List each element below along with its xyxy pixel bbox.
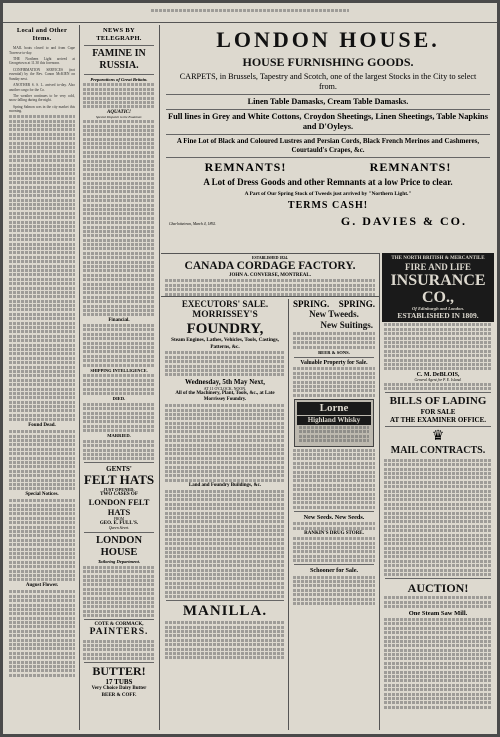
- auction-headline: AUCTION!: [407, 581, 469, 596]
- cashmere-line: A Fine Lot of Black and Coloured Lustres and Persian Cords, Black French Merinos and Cashmeres, Courtauld's Crapes, &c.: [176, 137, 480, 154]
- schooner-for-sale: Schooner for Sale.: [309, 567, 359, 575]
- insurance-column: [382, 253, 494, 731]
- beer-coff: BEER & COFF.: [101, 693, 137, 699]
- linen-line: Linen Table Damasks, Cream Table Damasks.: [247, 97, 409, 106]
- spring-row: [291, 299, 377, 309]
- dairy-butter: Very Choice Dairy Butter: [91, 686, 147, 692]
- local-item: The weather continues to be very cold, snow falling during the night.: [9, 93, 75, 103]
- examiner-office: AT THE EXAMINER OFFICE.: [389, 416, 487, 425]
- ad-date: Charlottetown, March 4, 1892.: [169, 222, 217, 226]
- body-text-block: [81, 403, 157, 432]
- financial-heading: Financial.: [108, 317, 130, 323]
- married-heading: MARRIED.: [107, 433, 131, 439]
- divider: [84, 532, 154, 533]
- mail-contracts: MAIL CONTRACTS.: [390, 445, 486, 457]
- rankins-drug-store: RANKIN'S DRUG STORE.: [304, 530, 364, 536]
- bills-for-sale: FOR SALE: [420, 408, 456, 417]
- aquatic-subhead: AQUATIC!: [107, 109, 131, 115]
- cordage-established: ESTABLISHED 1824.: [251, 256, 288, 260]
- insurance-agent: C. M. DeBLOIS,: [416, 371, 460, 378]
- full-lines: Full lines in Grey and White Cottons, Croydon Sheetings, Linen Sheetings, Table Napkins and D'Oyleys.: [168, 112, 488, 131]
- cote-cormack: COTE & CORMACK,: [94, 622, 144, 628]
- executors-sale-title: EXECUTORS' SALE.: [181, 299, 269, 309]
- column-rule: [79, 25, 80, 730]
- masthead-strip: [3, 3, 497, 23]
- divider: [294, 357, 374, 358]
- divider: [385, 392, 491, 393]
- divider: [84, 462, 154, 463]
- divider: [84, 74, 154, 75]
- cordage-owner: JOHN A. CONVERSE, MONTREAL.: [229, 273, 311, 278]
- famine-headline: FAMINE IN RUSSIA.: [92, 48, 146, 71]
- local-item: CONFIRMATION SERVICES (not essential) by the Rev. Canon McKIEN on Sunday next.: [9, 67, 75, 81]
- spring-label: SPRING.: [338, 299, 375, 309]
- local-items-header: Local and Other Items.: [16, 27, 68, 42]
- special-notices-heading: Special Notices.: [25, 492, 59, 498]
- divider: [166, 157, 490, 158]
- telegraph-header: NEWS BY TELEGRAPH.: [96, 27, 142, 42]
- bills-of-lading: BILLS OF LADING: [389, 395, 487, 408]
- local-item: ANOTHER S. S. L. arrived to-day. Also another cargo for the Co.: [9, 82, 75, 92]
- morrissey-name: MORRISSEY'S: [192, 310, 258, 320]
- remnants-row: [163, 160, 493, 175]
- body-text-block: [291, 576, 377, 605]
- died-heading: DIED.: [112, 396, 126, 402]
- body-text-block: [81, 120, 157, 316]
- insurance-established: ESTABLISHED IN 1809.: [397, 311, 479, 320]
- body-text-block: [163, 351, 287, 376]
- dress-goods-line: A Lot of Dress Goods and other Remnants at a low Price to clear.: [203, 177, 453, 187]
- sale-date: Wednesday, 5th May Next,: [185, 377, 265, 386]
- august-flower-heading: August Flower.: [25, 583, 59, 589]
- column-rule: [288, 299, 289, 730]
- from-label: FROM: [113, 517, 125, 522]
- firm-name: G. DAVIES & CO.: [340, 214, 467, 228]
- body-text-block: [297, 426, 371, 442]
- geo-full-name: GEO. E. FULL'S.: [99, 521, 139, 527]
- london-house-title: LONDON HOUSE.: [216, 27, 440, 52]
- spring-column: [291, 299, 377, 731]
- divider: [84, 45, 154, 46]
- remnants-left: REMNANTS!: [204, 160, 287, 174]
- insurance-fire: FIRE AND LIFE: [404, 262, 471, 272]
- newspaper-page: [3, 3, 497, 734]
- body-text-block: [7, 499, 77, 581]
- valuable-property: Valuable Property for Sale.: [300, 359, 368, 366]
- new-suitings: New Suitings.: [320, 320, 373, 330]
- body-text-block: [382, 459, 494, 576]
- divider: [84, 662, 154, 663]
- divider: [166, 134, 490, 135]
- body-text-block: [7, 590, 77, 676]
- divider: [294, 511, 374, 512]
- london-felt-hats: LONDON FELT HATS: [88, 497, 150, 518]
- local-item: MAIL boats closed to and from Cape Traverse to-day.: [9, 46, 75, 55]
- body-text-block: [81, 566, 157, 617]
- body-text-block: [382, 323, 494, 370]
- lorne-whisky-ad: [294, 399, 374, 447]
- divider: [84, 619, 154, 620]
- body-text-block: [163, 490, 287, 598]
- body-text-block: [291, 367, 377, 396]
- just-opened: JUST OPENED.: [103, 487, 135, 493]
- foundry-items: Steam Engines, Lathes, Vehicles, Tools, Castings, Patterns, &c.: [171, 337, 279, 350]
- horizontal-rule: [161, 296, 379, 297]
- felt-hats-headline: FELT HATS: [83, 472, 155, 488]
- body-text-block: [382, 383, 494, 390]
- body-text-block: [291, 522, 377, 529]
- spring-label: SPRING.: [293, 299, 330, 309]
- two-cases: TWO CASES OF: [100, 492, 138, 498]
- divider: [166, 94, 490, 95]
- insurance-company: INSURANCE CO.,: [390, 272, 486, 306]
- divider: [166, 600, 284, 601]
- painters-headline: PAINTERS.: [89, 627, 149, 638]
- gents-label: GENTS': [106, 465, 132, 474]
- carpets-line: CARPETS, in Brussels, Tapestry and Scotch, one of the largest Stocks in the City to select from.: [179, 72, 477, 91]
- column-telegraph: [81, 25, 157, 730]
- body-text-block: [81, 640, 157, 661]
- body-text-block: [382, 596, 494, 608]
- beer-sons: BEER & SONS.: [318, 349, 350, 355]
- manilla-headline: MANILLA.: [182, 602, 268, 619]
- insurance-top: THE NORTH BRITISH & MERCANTILE: [391, 256, 485, 261]
- spring-stock-line: A Part of Our Spring Stock of Tweeds just arrived by "Northern Light.": [244, 191, 412, 197]
- body-text-block: [291, 332, 377, 348]
- dispatch-caption: Special Dispatch to the Examiner.: [95, 114, 143, 119]
- tubs-count: 17 TUBS: [105, 678, 133, 687]
- body-text-block: [7, 115, 77, 421]
- land-foundry: Land and Foundry Buildings, &c.: [188, 483, 262, 489]
- london-house-ad: [163, 25, 493, 253]
- body-text-block: [291, 449, 377, 509]
- body-text-block: [81, 324, 157, 367]
- horizontal-rule: [161, 253, 379, 254]
- divider: [385, 578, 491, 579]
- lorne-label: Lorne: [297, 402, 371, 415]
- royal-arms-icon: ♛: [431, 429, 445, 445]
- steam-saw-mill: One Steam Saw Mill.: [408, 609, 468, 617]
- executors-column: [163, 299, 287, 731]
- body-text-block: [81, 374, 157, 395]
- local-item: THE Northern Light arrived at Georgetown at 11.30 this forenoon.: [9, 56, 75, 66]
- cordage-title: CANADA CORDAGE FACTORY.: [184, 260, 356, 272]
- divider: [385, 426, 491, 427]
- new-seeds: New Seeds. New Seeds.: [303, 513, 365, 521]
- local-item: Spring Salmon was in the city market this morning.: [9, 104, 75, 114]
- column-rule: [379, 253, 380, 730]
- column-rule: [159, 25, 160, 730]
- body-text-block: [163, 279, 377, 295]
- insurance-of: Of Edinburgh and London.: [411, 306, 465, 311]
- insurance-banner: [382, 253, 494, 322]
- whisky-label: Highland Whisky: [297, 416, 371, 425]
- remnants-right: REMNANTS!: [369, 160, 452, 174]
- body-text-block: [163, 621, 287, 659]
- new-tweeds: New Tweeds.: [309, 309, 359, 319]
- foundry-title: FOUNDRY,: [186, 321, 264, 337]
- body-text-block: [81, 440, 157, 461]
- shipping-heading: SHIPPING INTELLIGENCE.: [90, 368, 148, 373]
- masthead-text: [3, 3, 497, 12]
- found-dead-heading: Found Dead.: [28, 423, 56, 429]
- preparations-subhead: Preparations of Great Britain.: [90, 77, 148, 82]
- sale-time: AT 11 O'CLOCK, NOON,: [203, 385, 247, 391]
- body-text-block: [382, 618, 494, 709]
- column-local-items: [7, 25, 77, 730]
- tailoring-department: Tailoring Department.: [97, 559, 141, 565]
- body-text-block: [7, 430, 77, 490]
- body-text-block: [163, 404, 287, 482]
- terms-cash: TERMS CASH!: [287, 200, 369, 211]
- firm-row: [163, 212, 493, 231]
- cordage-ad: [163, 256, 377, 296]
- divider: [294, 564, 374, 565]
- queen-street: Queen Street.: [108, 526, 130, 531]
- divider: [166, 109, 490, 110]
- local-items-text: [7, 46, 77, 114]
- london-house-headline: LONDON HOUSE: [95, 535, 143, 559]
- machinery-line: All of the Machinery, Plant, Tools, &c., at Late Morrissey Foundry.: [175, 390, 275, 402]
- body-text-block: [81, 83, 157, 108]
- body-text-block: [291, 537, 377, 562]
- butter-headline: BUTTER!: [92, 664, 146, 679]
- insurance-agent-sub: General Agent for P. E. Island.: [414, 377, 462, 382]
- house-furnishing: HOUSE FURNISHING GOODS.: [242, 55, 414, 69]
